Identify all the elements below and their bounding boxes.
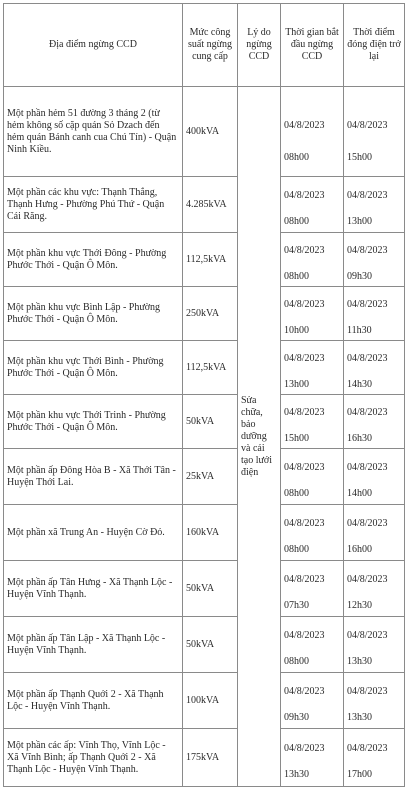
table-row <box>4 287 405 341</box>
location-cell: Một phần các ấp: Vĩnh Thọ, Vĩnh Lộc - Xã Vĩnh Bình; ấp Thạnh Quới 2 - Xã Thạnh Lộc - Huyện Vĩnh Thạnh. <box>4 729 183 787</box>
restore-date: 04/8/2023 <box>347 573 388 585</box>
start-time-cell <box>281 617 344 673</box>
start-hour: 13h30 <box>284 768 309 780</box>
restore-time-cell <box>344 729 405 787</box>
restore-hour: 14h30 <box>347 378 372 390</box>
start-hour: 10h00 <box>284 324 309 336</box>
restore-time-cell <box>344 395 405 449</box>
start-date: 04/8/2023 <box>284 742 325 754</box>
restore-time-cell <box>344 505 405 561</box>
restore-date: 04/8/2023 <box>347 189 388 201</box>
restore-time-cell <box>344 449 405 505</box>
capacity-cell: 4.285kVA <box>183 177 238 233</box>
start-date: 04/8/2023 <box>284 406 325 418</box>
restore-date: 04/8/2023 <box>347 244 388 256</box>
restore-date: 04/8/2023 <box>347 685 388 697</box>
restore-date: 04/8/2023 <box>347 629 388 641</box>
start-hour: 13h00 <box>284 378 309 390</box>
location-cell: Một phần ấp Tân Lập - Xã Thạnh Lộc - Huyện Vĩnh Thạnh. <box>4 617 183 673</box>
location-cell: Một phần ấp Tân Hưng - Xã Thạnh Lộc - Huyện Vĩnh Thạnh. <box>4 561 183 617</box>
header-reason: Lý do ngừng CCD <box>238 4 281 87</box>
restore-date: 04/8/2023 <box>347 461 388 473</box>
start-hour: 07h30 <box>284 599 309 611</box>
start-hour: 15h00 <box>284 432 309 444</box>
table-row <box>4 87 405 177</box>
start-hour: 08h00 <box>284 151 309 163</box>
capacity-cell: 100kVA <box>183 673 238 729</box>
location-cell: Một phần khu vực Thới Đông - Phường Phước Thới - Quận Ô Môn. <box>4 233 183 287</box>
start-hour: 08h00 <box>284 487 309 499</box>
table-row <box>4 729 405 787</box>
start-date: 04/8/2023 <box>284 629 325 641</box>
start-time-cell <box>281 449 344 505</box>
location-cell: Một phần xã Trung An - Huyện Cờ Đỏ. <box>4 505 183 561</box>
restore-time-cell <box>344 177 405 233</box>
restore-date: 04/8/2023 <box>347 517 388 529</box>
start-date: 04/8/2023 <box>284 189 325 201</box>
table-row <box>4 505 405 561</box>
location-cell: Một phần hẻm 51 đường 3 tháng 2 (từ hẻm không số cặp quán Sỏ Dzach đến hẻm quán Bánh canh cua Chú Tín) - Quận Ninh Kiều. <box>4 87 183 177</box>
start-date: 04/8/2023 <box>284 298 325 310</box>
restore-hour: 17h00 <box>347 768 372 780</box>
table-row <box>4 617 405 673</box>
location-cell: Một phần các khu vực: Thạnh Thắng, Thạnh Hưng - Phường Phú Thứ - Quận Cái Răng. <box>4 177 183 233</box>
restore-time-cell <box>344 561 405 617</box>
location-cell: Một phần khu vực Bình Lập - Phường Phước Thới - Quận Ô Môn. <box>4 287 183 341</box>
capacity-cell: 112,5kVA <box>183 341 238 395</box>
start-hour: 08h00 <box>284 655 309 667</box>
location-cell: Một phần khu vực Thới Trinh - Phường Phước Thới - Quận Ô Môn. <box>4 395 183 449</box>
start-time-cell <box>281 177 344 233</box>
start-date: 04/8/2023 <box>284 685 325 697</box>
restore-hour: 16h30 <box>347 432 372 444</box>
start-time-cell <box>281 505 344 561</box>
table-row <box>4 673 405 729</box>
restore-date: 04/8/2023 <box>347 406 388 418</box>
capacity-cell: 50kVA <box>183 617 238 673</box>
restore-hour: 16h00 <box>347 543 372 555</box>
restore-time-cell <box>344 287 405 341</box>
start-time-cell <box>281 87 344 177</box>
start-time-cell <box>281 233 344 287</box>
table-row <box>4 449 405 505</box>
restore-date: 04/8/2023 <box>347 119 388 131</box>
reason-cell: Sửa chữa, bảo dưỡng và cải tạo lưới điện <box>238 87 281 787</box>
location-cell: Một phần khu vực Thới Bình - Phường Phước Thới - Quận Ô Môn. <box>4 341 183 395</box>
header-location: Địa điểm ngừng CCD <box>4 4 183 87</box>
table-row <box>4 561 405 617</box>
restore-time-cell <box>344 87 405 177</box>
start-hour: 08h00 <box>284 270 309 282</box>
capacity-cell: 112,5kVA <box>183 233 238 287</box>
header-row <box>4 4 405 87</box>
capacity-cell: 400kVA <box>183 87 238 177</box>
restore-time-cell <box>344 673 405 729</box>
capacity-cell: 25kVA <box>183 449 238 505</box>
restore-date: 04/8/2023 <box>347 352 388 364</box>
start-time-cell <box>281 729 344 787</box>
capacity-cell: 250kVA <box>183 287 238 341</box>
start-time-cell <box>281 673 344 729</box>
restore-time-cell <box>344 341 405 395</box>
header-capacity: Mức công suất ngừng cung cấp <box>183 4 238 87</box>
capacity-cell: 50kVA <box>183 561 238 617</box>
restore-hour: 11h30 <box>347 324 372 336</box>
restore-hour: 14h00 <box>347 487 372 499</box>
restore-hour: 13h30 <box>347 711 372 723</box>
start-date: 04/8/2023 <box>284 517 325 529</box>
restore-date: 04/8/2023 <box>347 742 388 754</box>
start-time-cell <box>281 287 344 341</box>
header-start-time: Thời gian bắt đầu ngừng CCD <box>281 4 344 87</box>
restore-hour: 09h30 <box>347 270 372 282</box>
table-row <box>4 233 405 287</box>
start-date: 04/8/2023 <box>284 244 325 256</box>
restore-time-cell <box>344 233 405 287</box>
start-date: 04/8/2023 <box>284 573 325 585</box>
start-hour: 08h00 <box>284 215 309 227</box>
capacity-cell: 175kVA <box>183 729 238 787</box>
header-restore-time: Thời điểm đóng điện trở lại <box>344 4 405 87</box>
location-cell: Một phần ấp Đông Hòa B - Xã Thới Tân - Huyện Thới Lai. <box>4 449 183 505</box>
table-row <box>4 395 405 449</box>
start-hour: 09h30 <box>284 711 309 723</box>
restore-date: 04/8/2023 <box>347 298 388 310</box>
capacity-cell: 50kVA <box>183 395 238 449</box>
start-date: 04/8/2023 <box>284 119 325 131</box>
outage-schedule-table <box>3 3 405 787</box>
start-hour: 08h00 <box>284 543 309 555</box>
restore-time-cell <box>344 617 405 673</box>
restore-hour: 12h30 <box>347 599 372 611</box>
table-row <box>4 177 405 233</box>
restore-hour: 13h00 <box>347 215 372 227</box>
restore-hour: 15h00 <box>347 151 372 163</box>
start-date: 04/8/2023 <box>284 352 325 364</box>
capacity-cell: 160kVA <box>183 505 238 561</box>
start-time-cell <box>281 395 344 449</box>
table-row <box>4 341 405 395</box>
start-time-cell <box>281 341 344 395</box>
start-time-cell <box>281 561 344 617</box>
start-date: 04/8/2023 <box>284 461 325 473</box>
location-cell: Một phần ấp Thạnh Quới 2 - Xã Thạnh Lộc - Huyện Vĩnh Thạnh. <box>4 673 183 729</box>
restore-hour: 13h30 <box>347 655 372 667</box>
